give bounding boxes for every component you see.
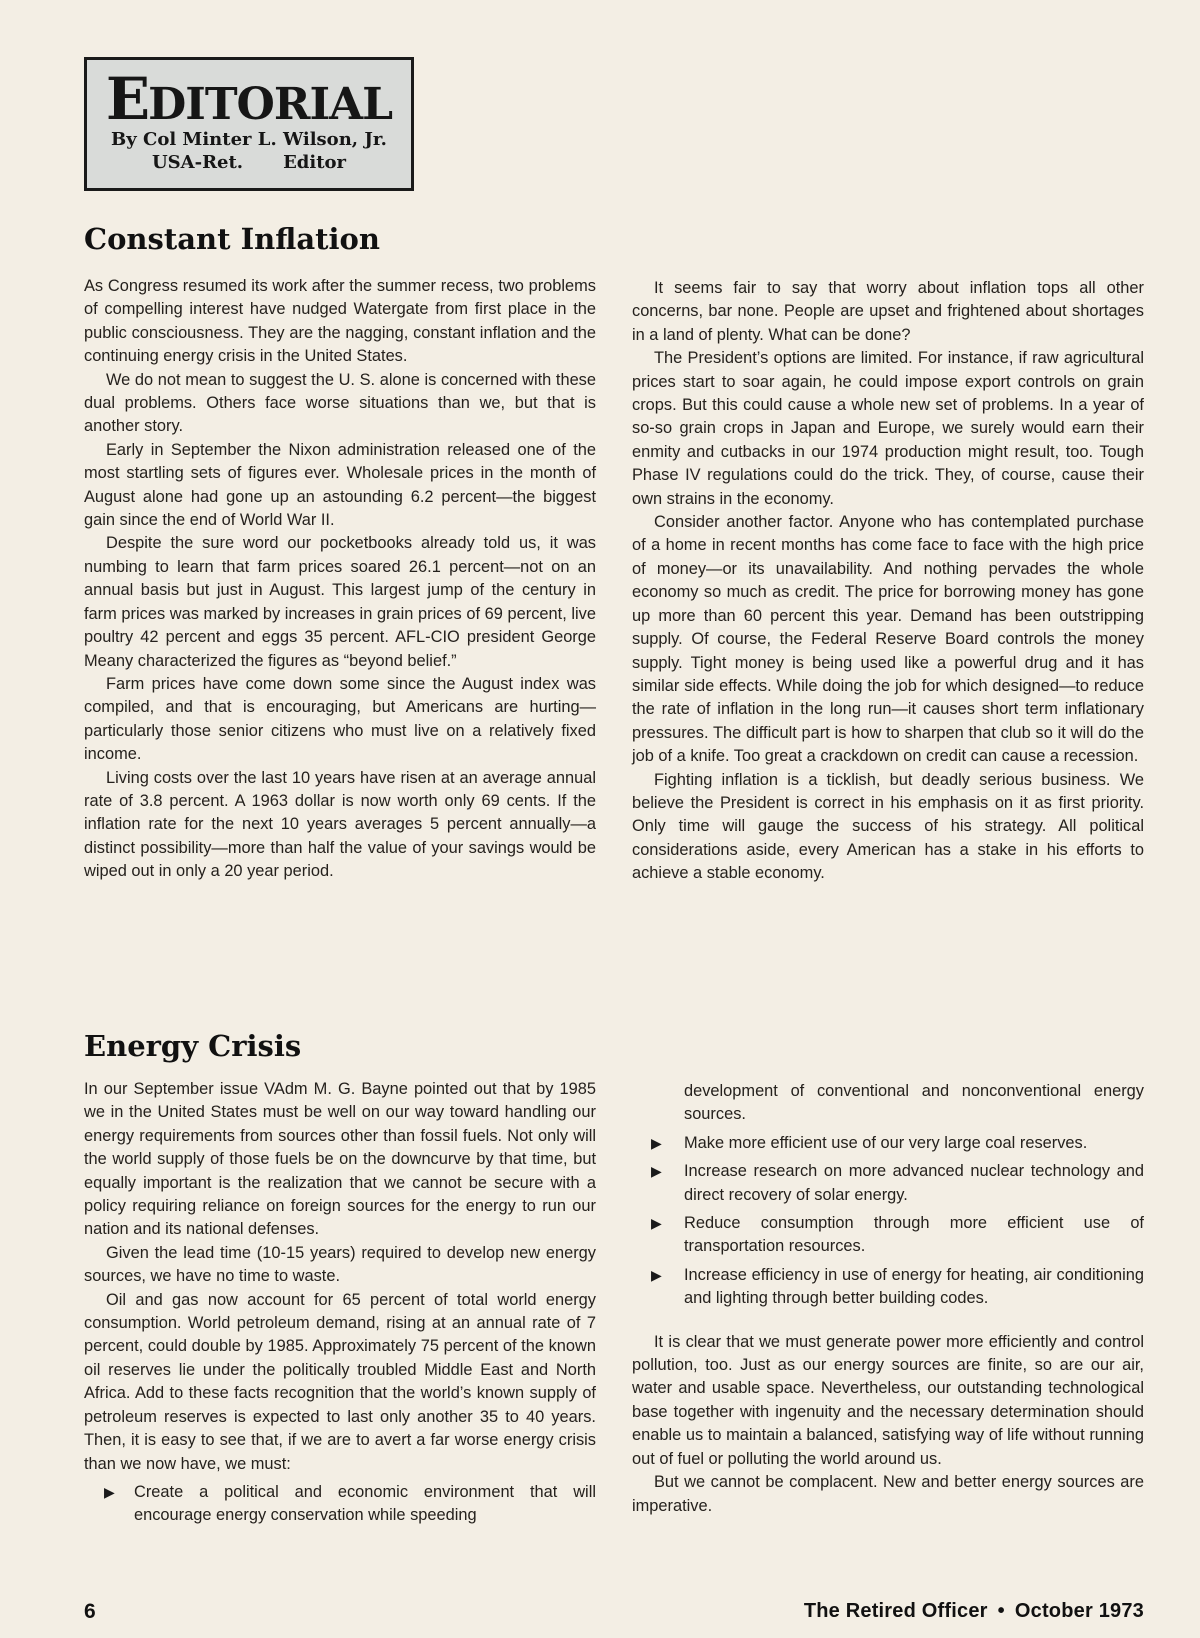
byline-author: By Col Minter L. Wilson, Jr. [111, 129, 387, 150]
editorial-logo: EDITORIAL [105, 65, 393, 133]
issue-date: October 1973 [1014, 1600, 1144, 1622]
energy-column-left [84, 1078, 596, 1528]
paragraph: Farm prices have come down some since the August index was compiled, and that is encouraging, but Americans are hurting—particularly those senior citizens who must live on a relatively fixed income. [84, 674, 596, 764]
list-item: ▶ Reduce consumption through more efficient use of transportation resources. [651, 1214, 1144, 1256]
paragraph: It is clear that we must generate power more efficiently and control pollution, too. Just as our energy sources are finite, so are our air, water and usable space. Nevertheless, our outstanding technological base together with ingenuity and the necessary determination should enable us to maintain a balanced, satisfying way of life without running out of fuel or polluting the world around us. [632, 1332, 1144, 1468]
byline-role: USA-Ret. Editor [151, 152, 347, 173]
energy-action-list [84, 1481, 596, 1528]
byline [87, 128, 411, 174]
list-item: ▶ Make more efficient use of our very large coal reserves. [632, 1132, 1144, 1155]
paragraph: We do not mean to suggest the U. S. alone is concerned with these dual problems. Others face worse situations than we, but that is another story. [84, 370, 596, 436]
energy-column-right [632, 1080, 1144, 1518]
inflation-column-right [632, 277, 1144, 886]
bullet-continuation: development of conventional and nonconventional energy sources. [684, 1082, 1144, 1124]
arrow-bullet-icon: ▶ [651, 1134, 662, 1151]
editorial-masthead [84, 57, 414, 191]
paragraph: Fighting inflation is a ticklish, but deadly serious business. We believe the President is correct in his emphasis on it as first priority. Only time will gauge the success of his strategy. All political considerations aside, every American has a stake in his efforts to achieve a stable economy. [632, 770, 1144, 883]
paragraph: Early in September the Nixon administration released one of the most startling sets of figures ever. Wholesale prices in the month of August alone had gone up an astounding 6.2 percent—the biggest gain since the end of World War II. [84, 440, 596, 530]
paragraph: Given the lead time (10-15 years) required to develop new energy sources, we have no time to waste. [84, 1243, 596, 1286]
running-footer [804, 1600, 1144, 1623]
footer-separator: • [997, 1600, 1005, 1622]
section-title-energy: Energy Crisis [84, 1029, 302, 1063]
list-item: ▶ Increase research on more advanced nuclear technology and direct recovery of solar energy. [651, 1162, 1144, 1204]
section-title-inflation: Constant Inflation [84, 222, 380, 256]
paragraph: But we cannot be complacent. New and better energy sources are imperative. [632, 1473, 1144, 1515]
arrow-bullet-icon: ▶ [651, 1215, 662, 1232]
publication-name: The Retired Officer [803, 1600, 988, 1622]
energy-action-list-continued [632, 1132, 1144, 1311]
paragraph: Oil and gas now account for 65 percent of total world energy consumption. World petroleum demand, rising at an annual rate of 7 percent, could double by 1985. Approximately 75 percent of the known oil reserves lie under the politically troubled Middle East and North Africa. Add to these facts recognition that the world’s known supply of petroleum reserves is expected to last only another 35 to 40 years. Then, it is easy to see that, if we are to avert a far worse energy crisis than we now have, we must: [84, 1290, 596, 1473]
arrow-bullet-icon: ▶ [651, 1163, 662, 1180]
paragraph: Consider another factor. Anyone who has contemplated purchase of a home in recent months has come face to face with the high price of money—or its unavailability. And nothing pervades the whole economy so much as credit. The price for borrowing money has gone up more than 60 percent this year. Demand has been outstripping supply. Of course, the Federal Reserve Board controls the money supply. Tight money is being used like a powerful drug and it has similar side effects. While doing the job for which designed—to reduce the rate of inflation in the long run—it causes short term inflationary pressures. The difficult part is how to sharpen that club so it will do the job of a knife. Too great a crackdown on credit can cause a recession. [632, 513, 1144, 766]
paragraph: As Congress resumed its work after the summer recess, two problems of compelling interest have nudged Watergate from first place in the public consciousness. They are the nagging, constant inflation and the continuing energy crisis in the United States. [84, 277, 596, 366]
paragraph: In our September issue VAdm M. G. Bayne pointed out that by 1985 we in the United States must be well on our way toward handling our energy requirements from sources other than fossil fuels. Not only will the world supply of those fuels be on the downcurve by that time, but equally important is the realization that we cannot be secure with a policy requiring reliance on foreign sources for the energy to run our nation and its national defenses. [84, 1080, 596, 1239]
paragraph: Despite the sure word our pocketbooks already told us, it was numbing to learn that farm prices soared 26.1 percent—not on an annual basis but just in August. This largest jump of the century in farm prices was marked by increases in grain prices of 69 percent, live poultry 42 percent and eggs 35 percent. AFL-CIO president George Meany characterized the figures as “beyond belief.” [84, 534, 596, 670]
list-item: ▶ Increase efficiency in use of energy for heating, air conditioning and lighting through better building codes. [651, 1265, 1144, 1308]
paragraph: The President’s options are limited. For instance, if raw agricultural prices start to soar again, he could impose export controls on grain crops. But this could cause a whole new set of problems. In a year of so-so grain crops in Japan and Europe, we surely would earn their enmity and cutbacks in our 1974 production might result, too. Tough Phase IV regulations could do the trick. They, of course, cause their own strains in the economy. [632, 349, 1144, 508]
page-number: 6 [84, 1600, 96, 1623]
inflation-column-left [84, 275, 596, 884]
paragraph: It seems fair to say that worry about inflation tops all other concerns, bar none. People are upset and frightened about shortages in a land of plenty. What can be done? [632, 279, 1144, 344]
paragraph: Living costs over the last 10 years have risen at an average annual rate of 3.8 percent. A 1963 dollar is now worth only 69 cents. If the inflation rate for the next 10 years averages 5 percent annually—a distinct possibility—more than half the value of your savings would be wiped out in only a 20 year period. [84, 768, 596, 881]
arrow-bullet-icon: ▶ [651, 1266, 662, 1283]
list-item: ▶ Create a political and economic environment that will encourage energy conservation while speeding [104, 1482, 596, 1525]
arrow-bullet-icon: ▶ [104, 1483, 115, 1500]
